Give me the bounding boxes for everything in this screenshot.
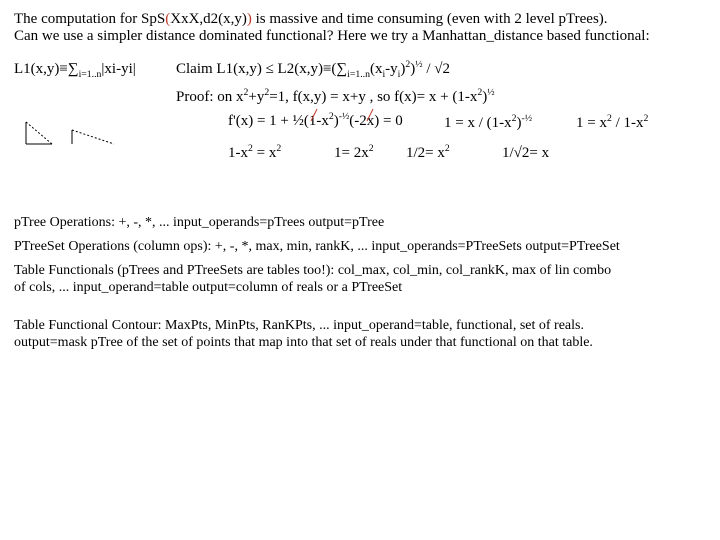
eq2-a: 1 = x [576, 115, 607, 131]
diagonal-diagram-icon [24, 120, 54, 146]
eq1-a: 1 = x / (1-x [444, 115, 512, 131]
functional-contour-line-1: Table Functional Contour: MaxPts, MinPts, RanKPts, ... input_operand=table, functional, set of reals. [14, 318, 584, 333]
equation-6: 1/√2= x [502, 145, 550, 161]
eq4-sup1: 2 [368, 143, 374, 154]
eq4-a: 1= 2x [334, 145, 369, 161]
eq3-sup2: 2 [276, 143, 282, 154]
eq1-sup1: 2 [511, 113, 517, 124]
cancel-stroke-icon [309, 108, 319, 122]
deriv-sup2: -½ [338, 111, 350, 122]
proof-d: ) [482, 89, 488, 105]
deriv-a: f'(x) = 1 + ½(1-x [228, 113, 329, 129]
ptreeset-operations: PTreeSet Operations (column ops): +, -, *, max, min, rankK, ... input_operands=PTreeSets output=PTreeSet [14, 239, 620, 254]
l1-definition [14, 61, 136, 80]
proof-a: Proof: on x [176, 89, 244, 105]
table-functionals-line-1: Table Functionals (pTrees and PTreeSets are tables too!): col_max, col_min, col_rankK, max of lin combo [14, 263, 612, 278]
claim-f: / √2 [422, 61, 450, 77]
equation-1 [444, 113, 533, 131]
claim-sub1: i=1..n [347, 69, 370, 80]
proof-c: =1, f(x,y) = x+y , so f(x)= x + (1-x [269, 89, 478, 105]
intro-line-1 [14, 12, 608, 27]
claim-d: ) [400, 61, 406, 77]
proof-line [176, 87, 495, 105]
deriv-b: ) [333, 113, 339, 129]
intro-line-2: Can we use a simpler distance dominated functional? Here we try a Manhattan_distance based functional: [14, 28, 650, 44]
quarter-circle-diagram-icon [70, 128, 116, 148]
eq3-b: = x [252, 145, 277, 161]
claim-e: ) [410, 61, 416, 77]
claim-sup1: 2 [405, 59, 411, 70]
l1-lhs: L1(x,y)≡∑ [14, 61, 79, 77]
claim-a: Claim L1(x,y) ≤ L2(x,y)≡(∑ [176, 61, 348, 77]
eq1-sup2: -½ [521, 113, 533, 124]
equation-2 [576, 113, 649, 131]
proof-sup1: 2 [243, 87, 249, 98]
l1-rhs: |xi-yi| [101, 61, 136, 77]
intro-paren-open: ( [165, 11, 171, 27]
eq3-a: 1-x [228, 145, 248, 161]
deriv-c: (-2x) = 0 [349, 113, 403, 129]
eq5-a: 1/2= x [406, 145, 445, 161]
claim-sup2: ½ [415, 59, 423, 70]
equation-5 [406, 143, 450, 161]
intro-paren-close: ) [246, 11, 252, 27]
claim-b: (x [369, 61, 383, 77]
eq3-sup1: 2 [248, 143, 253, 154]
intro-line1-pre: The computation for SpS [14, 11, 166, 27]
proof-sup3: 2 [477, 87, 483, 98]
equation-4 [334, 143, 374, 161]
proof-b: +y [248, 89, 265, 105]
table-functionals-line-2: of cols, ... input_operand=table output=column of reals or a PTreeSet [14, 280, 403, 295]
eq2-sup1: 2 [606, 113, 612, 124]
proof-sup2: 2 [264, 87, 270, 98]
claim-sub3: i [397, 69, 401, 80]
intro-line1-post: is massive and time consuming (even with 2 level pTrees). [251, 11, 608, 27]
eq2-sup2: 2 [643, 113, 649, 124]
eq1-b: ) [516, 115, 522, 131]
l1-sub: i=1..n [78, 69, 102, 80]
claim-line [176, 59, 450, 80]
equation-3 [228, 143, 282, 161]
ptree-operations: pTree Operations: +, -, *, ... input_operands=pTrees output=pTree [14, 215, 385, 230]
functional-contour-line-2: output=mask pTree of the set of points that map into that set of reals under that functional on that table. [14, 335, 593, 350]
claim-sub2: i [382, 69, 386, 80]
eq2-b: / 1-x [611, 115, 644, 131]
deriv-sup1: 2 [328, 111, 334, 122]
claim-c: -y [385, 61, 398, 77]
proof-sup4: ½ [487, 87, 495, 98]
cancel-stroke-icon [365, 108, 375, 122]
intro-line1-mid: XxX,d2(x,y) [170, 11, 247, 27]
eq5-sup1: 2 [444, 143, 450, 154]
